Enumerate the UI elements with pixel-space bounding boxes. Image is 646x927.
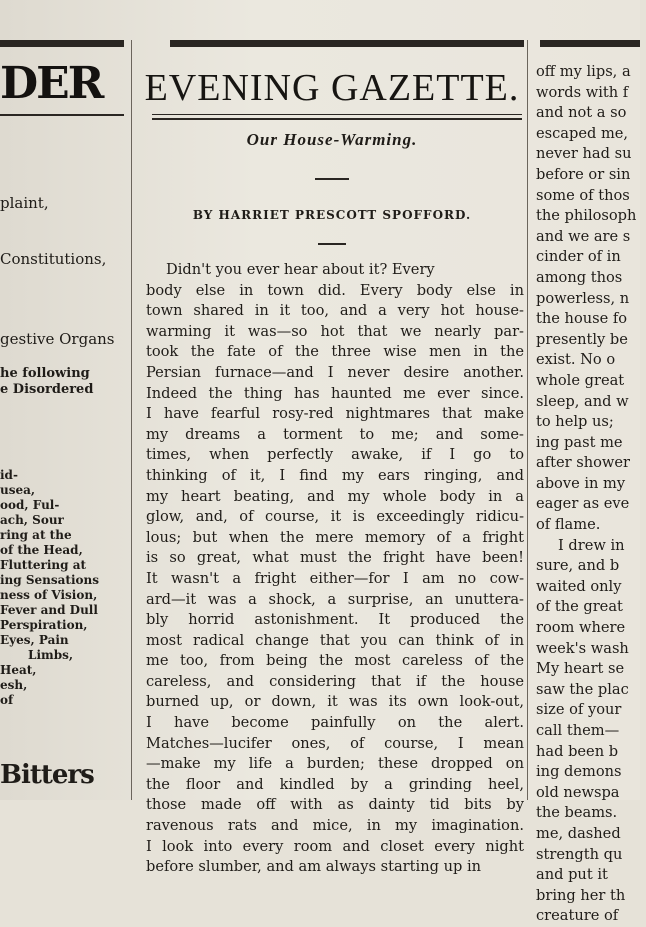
left-fragment: plaint,: [0, 194, 49, 212]
right-column-line: powerless, n: [536, 289, 630, 307]
article-line: before slumber, and am always starting up in: [146, 858, 482, 876]
article-line: my dreams a torment to me; and some-: [146, 425, 524, 443]
article-line: bly horrid astonishment. It produced the: [146, 611, 524, 629]
right-column-line: whole great: [536, 371, 625, 389]
right-column-line: My heart se: [536, 660, 625, 678]
article-line: burned up, or down, it was its own look-out,: [146, 693, 524, 711]
article-line: Indeed the thing has haunted me ever since.: [146, 384, 524, 402]
center-masthead: EVENING GAZETTE.: [144, 67, 520, 109]
right-column-line: saw the plac: [536, 680, 629, 698]
left-masthead: DER: [0, 58, 103, 109]
left-fragment: of: [0, 693, 14, 707]
left-masthead-rule: [0, 114, 124, 116]
right-column-line: and not a so: [536, 104, 627, 122]
left-bitters-heading: Bitters: [0, 760, 94, 790]
right-column-line: the philosoph: [536, 207, 637, 225]
left-fragment: ach, Sour: [0, 513, 64, 527]
right-column-line: of flame.: [536, 516, 601, 534]
left-fragment: Limbs,: [28, 648, 74, 662]
right-column-line: waited only: [536, 577, 622, 595]
left-fragment: Fever and Dull: [0, 603, 98, 617]
left-fragment: Heat,: [0, 663, 37, 677]
right-column-line: among thos: [536, 268, 623, 286]
right-column-body: [536, 62, 646, 927]
article-line: ravenous rats and mice, in my imagination.: [146, 817, 524, 835]
column-divider: [131, 40, 132, 800]
article-line: I look into every room and closet every night: [146, 837, 524, 855]
article-line: glow, and, of course, it is exceedingly ridicu-: [146, 508, 524, 526]
right-column-line: size of your: [536, 701, 622, 719]
right-column-line: above in my: [536, 474, 626, 492]
right-column-line: week's wash: [536, 639, 629, 657]
right-column-line: me, dashed: [536, 824, 621, 842]
headline-dash: [315, 178, 349, 180]
right-column-line: creature of: [536, 907, 619, 925]
article-line: careless, and considering that if the house: [146, 672, 524, 690]
article-line: is so great, what must the fright have been!: [146, 549, 524, 567]
left-fragment: ring at the: [0, 528, 72, 542]
right-column-line: and put it: [536, 866, 608, 884]
right-column-line: ing past me: [536, 433, 623, 451]
left-fragment: he following: [0, 366, 90, 381]
left-fragment: esh,: [0, 678, 28, 692]
article-line: town shared in it too, and a very hot house-: [146, 302, 524, 320]
left-top-rule: [0, 40, 124, 47]
right-column-line: cinder of in: [536, 248, 621, 266]
left-fragment: usea,: [0, 483, 36, 497]
right-column-line: sure, and b: [536, 557, 620, 575]
left-fragment: ood, Ful-: [0, 498, 60, 512]
article-line: took the fate of the three wise men in the: [146, 343, 524, 361]
masthead-rule-thick: [152, 118, 522, 120]
right-column-line: before or sin: [536, 165, 631, 183]
left-fragment: e Disordered: [0, 382, 94, 397]
article-line: I have fearful rosy-red nightmares that make: [146, 405, 524, 423]
right-column-line: eager as eve: [536, 495, 630, 513]
right-column-line: after shower: [536, 454, 630, 472]
byline-dash: [318, 243, 346, 245]
left-fragment: Fluttering at: [0, 558, 87, 572]
left-fragment: gestive Organs: [0, 330, 115, 348]
right-column-line: ing demons: [536, 763, 622, 781]
right-column-line: old newspa: [536, 783, 620, 801]
right-column-line: the beams.: [536, 804, 618, 822]
article-line: Matches—lucifer ones, of course, I mean: [146, 734, 524, 752]
right-column-line: some of thos: [536, 186, 630, 204]
left-fragment: ness of Vision,: [0, 588, 98, 602]
article-line: I have become painfully on the alert.: [146, 714, 524, 732]
right-column-line: bring her th: [536, 886, 626, 904]
right-column-line: the house fo: [536, 310, 628, 328]
right-column-line: to help us;: [536, 413, 614, 431]
left-fragment: of the Head,: [0, 543, 83, 557]
article-line: thinking of it, I find my ears ringing, and: [146, 466, 524, 484]
article-line: the floor and kindled by a grinding heel,: [146, 775, 524, 793]
left-column: [0, 0, 124, 800]
left-fragment: Perspiration,: [0, 618, 88, 632]
article-line: me too, from being the most careless of the: [146, 652, 524, 670]
article-line: times, when perfectly awake, if I go to: [146, 446, 524, 464]
right-column-line: and we are s: [536, 227, 631, 245]
masthead-rule-thin: [152, 114, 522, 115]
right-column-line: never had su: [536, 145, 632, 163]
right-column-line: exist. No o: [536, 351, 616, 369]
article-headline: Our House-Warming.: [246, 130, 418, 149]
article-line: Didn't you ever hear about it? Every: [166, 261, 435, 278]
right-column-line: call them—: [536, 722, 620, 739]
right-column-line: off my lips, a: [536, 63, 631, 80]
article-line: warming it was—so hot that we nearly par-: [146, 322, 524, 340]
article-byline: BY HARRIET PRESCOTT SPOFFORD.: [192, 208, 472, 222]
right-column-line: room where: [536, 619, 626, 637]
right-column-line: of the great: [536, 598, 623, 616]
center-column: [140, 0, 524, 876]
right-column-line: sleep, and w: [536, 392, 629, 410]
right-column-line: presently be: [536, 330, 628, 348]
left-fragment: ing Sensations: [0, 573, 99, 587]
right-top-rule: [540, 40, 640, 47]
center-top-rule: [170, 40, 524, 47]
article-line: Persian furnace—and I never desire another.: [146, 363, 524, 381]
right-column-line: escaped me,: [536, 124, 629, 142]
article-body: [146, 260, 524, 878]
article-line: It wasn't a fright either—for I am no cow-: [146, 569, 524, 587]
left-fragment: id-: [0, 468, 18, 482]
article-line: ard—it was a shock, a surprise, an unuttera-: [146, 590, 524, 608]
article-line: lous; but when the mere memory of a fright: [146, 528, 524, 546]
article-line: body else in town did. Every body else in: [146, 281, 524, 299]
right-column-line: words with f: [536, 83, 629, 101]
article-line: those made off with as dainty tid bits by: [146, 796, 524, 814]
right-column-line: strength qu: [536, 845, 623, 863]
right-column-line: I drew in: [558, 536, 625, 554]
article-line: my heart beating, and my whole body in a: [146, 487, 524, 505]
article-line: most radical change that you can think of in: [146, 631, 524, 649]
article-line: —make my life a burden; these dropped on: [146, 755, 524, 773]
column-divider: [527, 40, 528, 800]
right-column-line: had been b: [536, 742, 619, 760]
right-column: [532, 0, 640, 925]
left-fragment: Eyes, Pain: [0, 633, 69, 647]
left-fragment: Constitutions,: [0, 250, 107, 268]
